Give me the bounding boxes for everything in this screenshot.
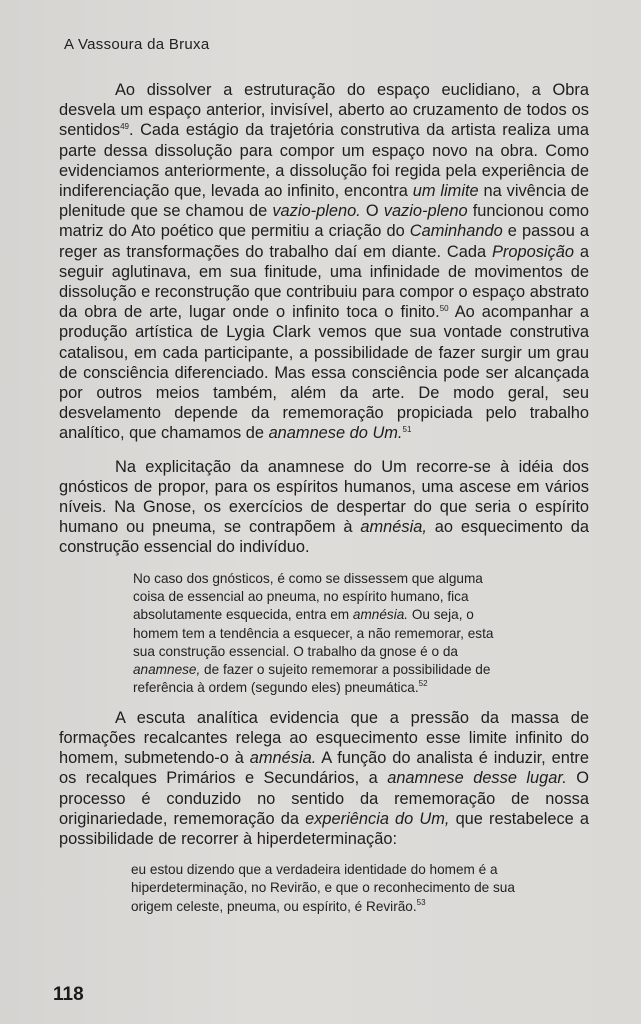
text-run: funcionou como matriz do Ato poético que permitiu a criação do bbox=[59, 202, 589, 241]
body-text bbox=[59, 80, 589, 916]
text-run: na vivência de plenitude que se chamou de bbox=[59, 182, 589, 221]
text-run: que restabelece a possibilidade de recorrer à hiperdeterminação: bbox=[59, 809, 589, 848]
text-run: A função do analista é induzir, entre os recalques Primários e Secundários, a bbox=[59, 749, 589, 788]
text-run: O processo é conduzido no sentido da rememoração de nossa originariedade, rememoração da bbox=[59, 769, 589, 828]
text-run: a seguir aglutinava, em sua finitude, uma infinidade de movimentos de dissolução e reconstrução que contribuiu para compor o espaço abstrato da obra de arte, lugar onde o infinito toca o finito. bbox=[59, 242, 589, 322]
emphasis: vazio-pleno. bbox=[272, 202, 361, 221]
emphasis: amnésia. bbox=[352, 607, 409, 623]
emphasis: anamnese, bbox=[133, 662, 201, 678]
emphasis: anamnese desse lugar. bbox=[387, 769, 567, 788]
emphasis: experiência do Um, bbox=[305, 809, 450, 828]
emphasis: anamnese do Um. bbox=[268, 424, 403, 443]
paragraph-1 bbox=[59, 80, 589, 444]
footnote-ref-49: 49 bbox=[120, 122, 129, 132]
block-quote-1 bbox=[133, 570, 511, 698]
text-run: Ou seja, o homem tem a tendência a esquecer, a não rememorar, esta sua construção essencial. O trabalho da gnose é o da bbox=[133, 607, 494, 659]
text-run: ao esquecimento da construção essencial do indivíduo. bbox=[59, 518, 589, 557]
text-run: Na explicitação da anamnese do Um recorre-se à idéia dos gnósticos de propor, para os espíritos humanos, uma ascese em vários níveis. Na Gnose, os exercícios de despertar do que seria o espírito humano ou pneuma, se contrapõem à bbox=[59, 457, 589, 537]
footnote-ref-52: 52 bbox=[418, 679, 428, 689]
page-number: 118 bbox=[53, 984, 84, 1005]
text-run: A escuta analítica evidencia que a pressão da massa de formações recalcantes relega ao esquecimento esse limite infinito do homem, submetendo-o à bbox=[59, 708, 589, 768]
paragraph-2 bbox=[59, 457, 589, 558]
block-quote-2 bbox=[131, 861, 521, 916]
text-run: . Cada estágio da trajetória construtiva da artista realiza uma parte dessa dissolução para compor um espaço novo na obra. Como evidenciamos anteriormente, a dissolução foi regida pela experiência de indiferenciação que, levada ao infinito, encontra bbox=[59, 121, 589, 201]
footnote-ref-51: 51 bbox=[402, 425, 412, 435]
footnote-ref-50: 50 bbox=[439, 304, 449, 314]
text-run: O bbox=[360, 202, 384, 221]
running-head: A Vassoura da Bruxa bbox=[64, 36, 210, 53]
emphasis: vazio-pleno bbox=[383, 202, 468, 221]
footnote-ref-53: 53 bbox=[416, 897, 426, 907]
emphasis: amnésia. bbox=[249, 749, 317, 768]
emphasis: Proposição bbox=[491, 242, 574, 261]
text-run: Ao acompanhar a produção artística de Lygia Clark vemos que sua vontade construtiva catalisou, em cada participante, a possibilidade de fazer surgir um grau de consciência diferenciado. Mas essa consciência pode ser alcançada por outros meios também, além da arte. De modo geral, seu desvelamento depende da rememoração propiciada pelo trabalho analítico, que chamamos de bbox=[59, 303, 589, 443]
emphasis: Caminhando bbox=[409, 222, 503, 241]
text-run: de fazer o sujeito rememorar a possibilidade de referência à ordem (segundo eles) pneumática. bbox=[133, 662, 491, 696]
emphasis: um limite bbox=[412, 182, 479, 201]
text-run: Ao dissolver a estruturação do espaço euclidiano, a Obra desvela um espaço anterior, invisível, aberto ao cruzamento de todos os sentidos bbox=[59, 81, 589, 140]
paragraph-3 bbox=[59, 708, 589, 849]
emphasis: amnésia, bbox=[360, 518, 427, 537]
text-run: No caso dos gnósticos, é como se dissessem que alguma coisa de essencial ao pneuma, no espírito humano, fica absolutamente esquecida, entra em bbox=[133, 570, 483, 623]
text-run: eu estou dizendo que a verdadeira identidade do homem é a hiperdeterminação, no Revirão, e que o reconhecimento de sua origem celeste, pneuma, ou espírito, é Revirão. bbox=[131, 862, 515, 914]
text-run: e passou a reger as transformações do trabalho daí em diante. Cada bbox=[59, 222, 590, 261]
